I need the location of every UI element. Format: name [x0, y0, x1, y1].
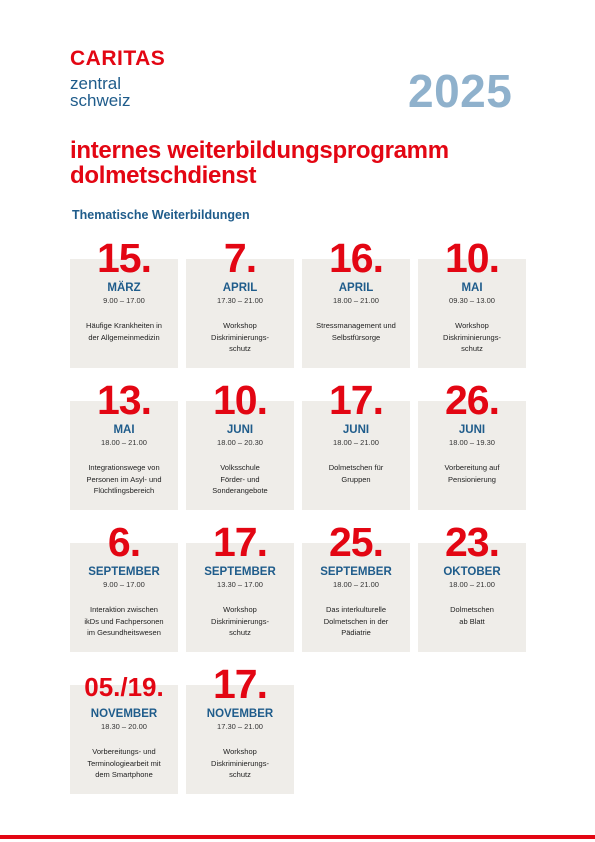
event-day: 13.: [97, 377, 151, 423]
event-topic-line: Förder- und: [220, 474, 260, 484]
event-day: 16.: [329, 235, 383, 281]
event-month: MAI: [461, 282, 483, 294]
event-time: 18.30 – 20.00: [101, 722, 147, 731]
event-month: NOVEMBER: [206, 708, 274, 720]
event-card: [418, 235, 526, 368]
event-time: 13.30 – 17.00: [217, 580, 263, 589]
event-card: [302, 377, 410, 510]
event-topic-line: Workshop: [455, 321, 489, 330]
event-day: 10.: [445, 235, 499, 281]
bottom-bar: [0, 835, 595, 839]
event-day: 05./19.: [84, 672, 164, 702]
event-time: 18.00 – 20.30: [217, 438, 263, 447]
event-time: 18.00 – 19.30: [449, 438, 495, 447]
event-topic: [422, 604, 522, 627]
event-month: MÄRZ: [107, 282, 141, 294]
event-month: SEPTEMBER: [204, 566, 276, 578]
event-card: [186, 235, 294, 368]
event-topic-line: Pensionierung: [448, 474, 496, 484]
event-time: 18.00 – 21.00: [333, 438, 379, 447]
event-day: 25.: [329, 519, 383, 565]
event-topic: [190, 462, 290, 497]
event-day: 10.: [213, 377, 267, 423]
page-title-line2: dolmetschdienst: [70, 162, 257, 189]
year: 2025: [408, 65, 513, 117]
event-topic-line: Workshop: [223, 747, 257, 756]
event-card: [302, 235, 410, 368]
event-topic: [422, 320, 522, 355]
logo-subtitle: [70, 75, 130, 109]
event-time: 17.30 – 21.00: [217, 296, 263, 305]
event-month: JUNI: [342, 424, 370, 436]
event-topic-line: Integrationswege von: [88, 463, 160, 472]
section-heading: Thematische Weiterbildungen: [72, 208, 250, 222]
event-topic-line: Dolmetschen: [450, 605, 494, 614]
event-month: JUNI: [226, 424, 254, 436]
event-card: [70, 519, 178, 652]
event-topic-line: Diskriminierungs-: [211, 332, 269, 342]
event-topic: [74, 320, 174, 343]
event-topic-line: Pädiatrie: [341, 628, 371, 637]
event-card: [186, 519, 294, 652]
event-topic-line: schutz: [229, 770, 251, 779]
event-month: OKTOBER: [443, 566, 501, 578]
event-topic-line: Flüchtlingsbereich: [93, 486, 155, 495]
event-time: 18.00 – 21.00: [333, 296, 379, 305]
event-topic-line: Diskriminierungs-: [443, 332, 501, 342]
event-topic-line: Stressmanagement und: [316, 321, 396, 330]
logo-brand: CARITAS: [70, 47, 166, 70]
event-topic-line: dem Smartphone: [95, 770, 153, 779]
event-topic-line: Dolmetschen für: [328, 463, 384, 472]
logo-subtitle-line2: schweiz: [70, 91, 131, 110]
event-topic: [190, 604, 290, 639]
event-card: [302, 519, 410, 652]
event-topic-line: Diskriminierungs-: [211, 758, 269, 768]
event-card: [418, 519, 526, 652]
page-title: [70, 138, 449, 188]
event-day: 17.: [329, 377, 383, 423]
page-title-line1: internes weiterbildungsprogramm: [70, 137, 449, 164]
event-topic-line: Selbstfürsorge: [331, 332, 381, 342]
event-month: SEPTEMBER: [320, 566, 392, 578]
event-month: APRIL: [338, 282, 374, 294]
event-month: MAI: [113, 424, 135, 436]
event-time: 09.30 – 13.00: [449, 296, 495, 305]
event-day: 17.: [213, 661, 267, 707]
event-topic-line: Volksschule: [220, 463, 260, 472]
event-topic-line: Gruppen: [341, 474, 371, 484]
event-day: 7.: [223, 235, 257, 281]
event-topic: [74, 604, 174, 639]
event-month: JUNI: [458, 424, 486, 436]
event-topic-line: der Allgemeinmedizin: [88, 332, 160, 342]
event-topic-line: Das interkulturelle: [325, 605, 387, 614]
event-topic-line: schutz: [229, 344, 251, 353]
event-topic: [74, 746, 174, 781]
event-day: 23.: [445, 519, 499, 565]
event-card: [418, 377, 526, 510]
event-time: 9.00 – 17.00: [103, 296, 145, 305]
event-topic-line: Häufige Krankheiten in: [86, 321, 162, 330]
event-topic: [74, 462, 174, 497]
event-topic: [422, 462, 522, 485]
event-topic: [190, 320, 290, 355]
event-topic-line: Vorbereitung auf: [444, 463, 500, 472]
event-topic: [306, 462, 406, 485]
event-month: NOVEMBER: [90, 708, 158, 720]
event-month: SEPTEMBER: [88, 566, 160, 578]
event-card: [186, 661, 294, 794]
event-time: 17.30 – 21.00: [217, 722, 263, 731]
event-time: 18.00 – 21.00: [333, 580, 379, 589]
event-month: APRIL: [222, 282, 258, 294]
event-topic: [190, 746, 290, 781]
event-time: 18.00 – 21.00: [101, 438, 147, 447]
event-card: [70, 672, 178, 794]
event-topic-line: Vorbereitungs- und: [92, 747, 156, 756]
event-topic-line: schutz: [461, 344, 483, 353]
event-topic: [306, 320, 406, 343]
event-topic-line: Workshop: [223, 605, 257, 614]
event-topic-line: schutz: [229, 628, 251, 637]
event-topic-line: ikDs und Fachpersonen: [84, 616, 164, 626]
event-topic-line: im Gesundheitswesen: [87, 628, 161, 637]
event-topic-line: Diskriminierungs-: [211, 616, 269, 626]
event-card: [186, 377, 294, 510]
event-time: 9.00 – 17.00: [103, 580, 145, 589]
event-day: 15.: [97, 235, 151, 281]
event-topic-line: Dolmetschen in der: [323, 616, 389, 626]
logo-subtitle-line1: zentral: [70, 74, 122, 93]
event-topic-line: Workshop: [223, 321, 257, 330]
event-time: 18.00 – 21.00: [449, 580, 495, 589]
event-day: 6.: [107, 519, 141, 565]
event-day: 17.: [213, 519, 267, 565]
event-day: 26.: [445, 377, 499, 423]
event-card: [70, 235, 178, 368]
event-topic-line: ab Blatt: [459, 616, 485, 626]
event-topic: [306, 604, 406, 639]
event-topic-line: Interaktion zwischen: [90, 605, 158, 614]
event-topic-line: Personen im Asyl- und: [86, 474, 162, 484]
event-topic-line: Terminologiearbeit mit: [87, 758, 161, 768]
event-topic-line: Sonderangebote: [212, 486, 268, 495]
event-card: [70, 377, 178, 510]
